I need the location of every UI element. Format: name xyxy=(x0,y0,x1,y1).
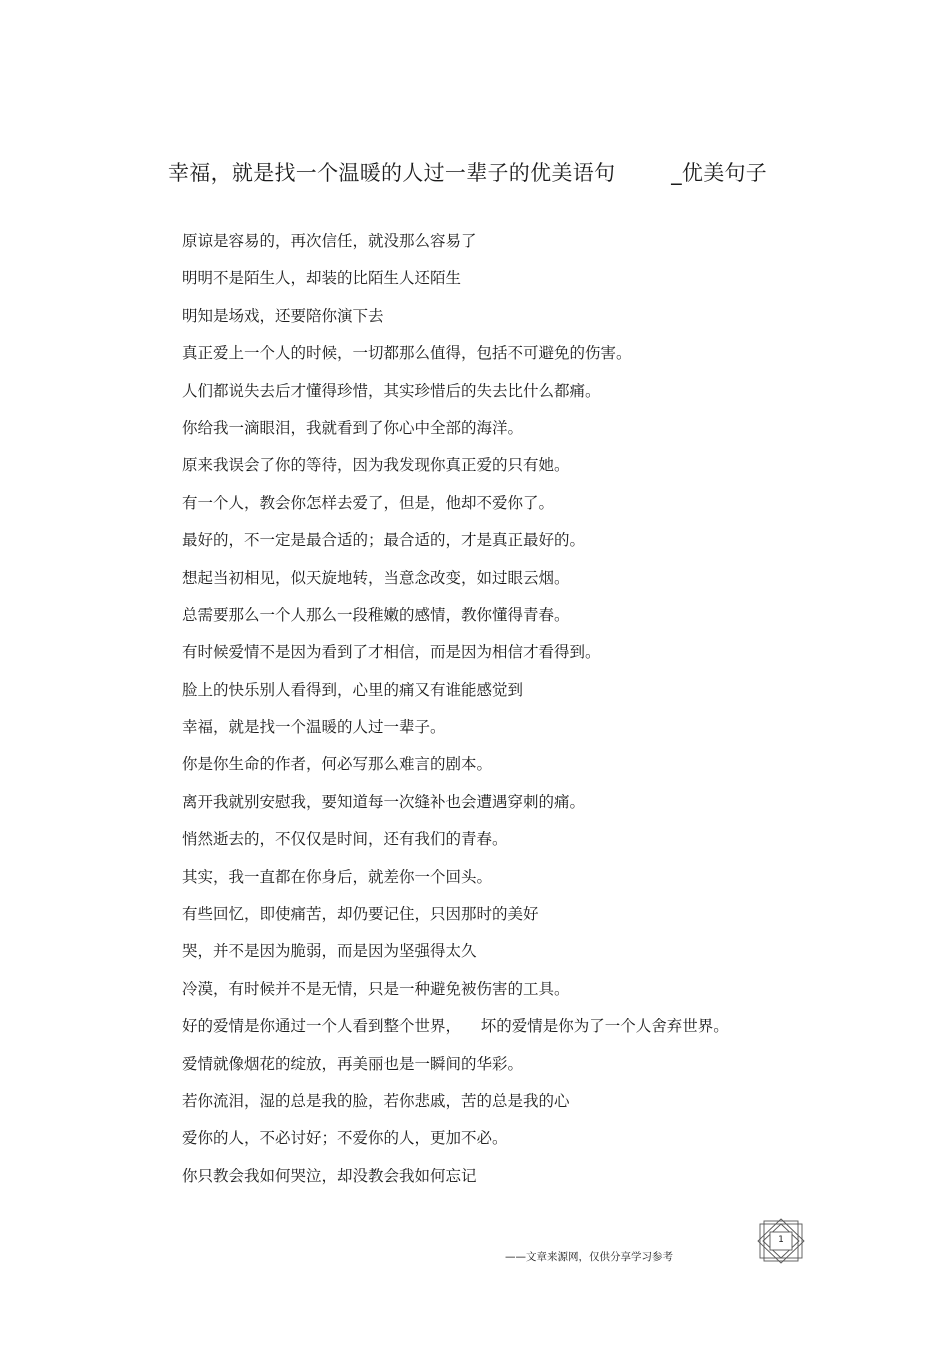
page-title: 幸福，就是找一个温暖的人过一辈子的优美语句 _优美句子 xyxy=(168,161,768,185)
list-item: 其实，我一直都在你身后，就差你一个回头。 xyxy=(182,867,493,886)
list-item: 爱情就像烟花的绽放，再美丽也是一瞬间的华彩。 xyxy=(182,1054,524,1073)
list-item: 总需要那么一个人那么一段稚嫩的感情，教你懂得青春。 xyxy=(182,605,570,624)
list-item: 好的爱情是你通过一个人看到整个世界， 坏的爱情是你为了一个人舍弃世界。 xyxy=(182,1017,729,1036)
list-item: 冷漠，有时候并不是无情，只是一种避免被伤害的工具。 xyxy=(182,979,570,998)
list-item: 最好的，不一定是最合适的；最合适的，才是真正最好的。 xyxy=(182,531,586,550)
list-item: 真正爱上一个人的时候，一切都那么值得，包括不可避免的伤害。 xyxy=(182,344,632,363)
list-item: 原来我误会了你的等待，因为我发现你真正爱的只有她。 xyxy=(182,456,570,475)
list-item: 人们都说失去后才懂得珍惜，其实珍惜后的失去比什么都痛。 xyxy=(182,381,601,400)
list-item: 若你流泪，湿的总是我的脸，若你悲戚，苦的总是我的心 xyxy=(182,1091,570,1110)
list-item: 你只教会我如何哭泣，却没教会我如何忘记 xyxy=(182,1166,477,1185)
list-item: 幸福，就是找一个温暖的人过一辈子。 xyxy=(182,718,446,737)
list-item: 爱你的人，不必讨好；不爱你的人，更加不必。 xyxy=(182,1129,508,1148)
list-item: 明明不是陌生人，却装的比陌生人还陌生 xyxy=(182,269,462,288)
list-item: 有一个人，教会你怎样去爱了，但是，他却不爱你了。 xyxy=(182,493,555,512)
page-number: 1 xyxy=(778,1235,784,1245)
list-item: 有些回忆，即使痛苦，却仍要记住，只因那时的美好 xyxy=(182,905,539,924)
list-item: 想起当初相见，似天旋地转，当意念改变，如过眼云烟。 xyxy=(182,568,570,587)
list-item: 你给我一滴眼泪，我就看到了你心中全部的海洋。 xyxy=(182,418,524,437)
list-item: 悄然逝去的，不仅仅是时间，还有我们的青春。 xyxy=(182,830,508,849)
list-item: 离开我就别安慰我，要知道每一次缝补也会遭遇穿刺的痛。 xyxy=(182,792,586,811)
list-item: 原谅是容易的，再次信任，就没那么容易了 xyxy=(182,232,477,250)
list-item: 你是你生命的作者，何必写那么难言的剧本。 xyxy=(182,755,493,774)
list-item: 有时候爱情不是因为看到了才相信，而是因为相信才看得到。 xyxy=(182,643,601,662)
list-item: 哭，并不是因为脆弱，而是因为坚强得太久 xyxy=(182,942,477,961)
footer-source-note: ——文章来源网，仅供分享学习参考 xyxy=(505,1251,673,1263)
list-item: 明知是场戏，还要陪你演下去 xyxy=(182,306,384,325)
page-number-badge xyxy=(756,1218,806,1264)
list-item: 脸上的快乐别人看得到，心里的痛又有谁能感觉到 xyxy=(182,680,524,699)
sentence-list xyxy=(182,227,922,1199)
